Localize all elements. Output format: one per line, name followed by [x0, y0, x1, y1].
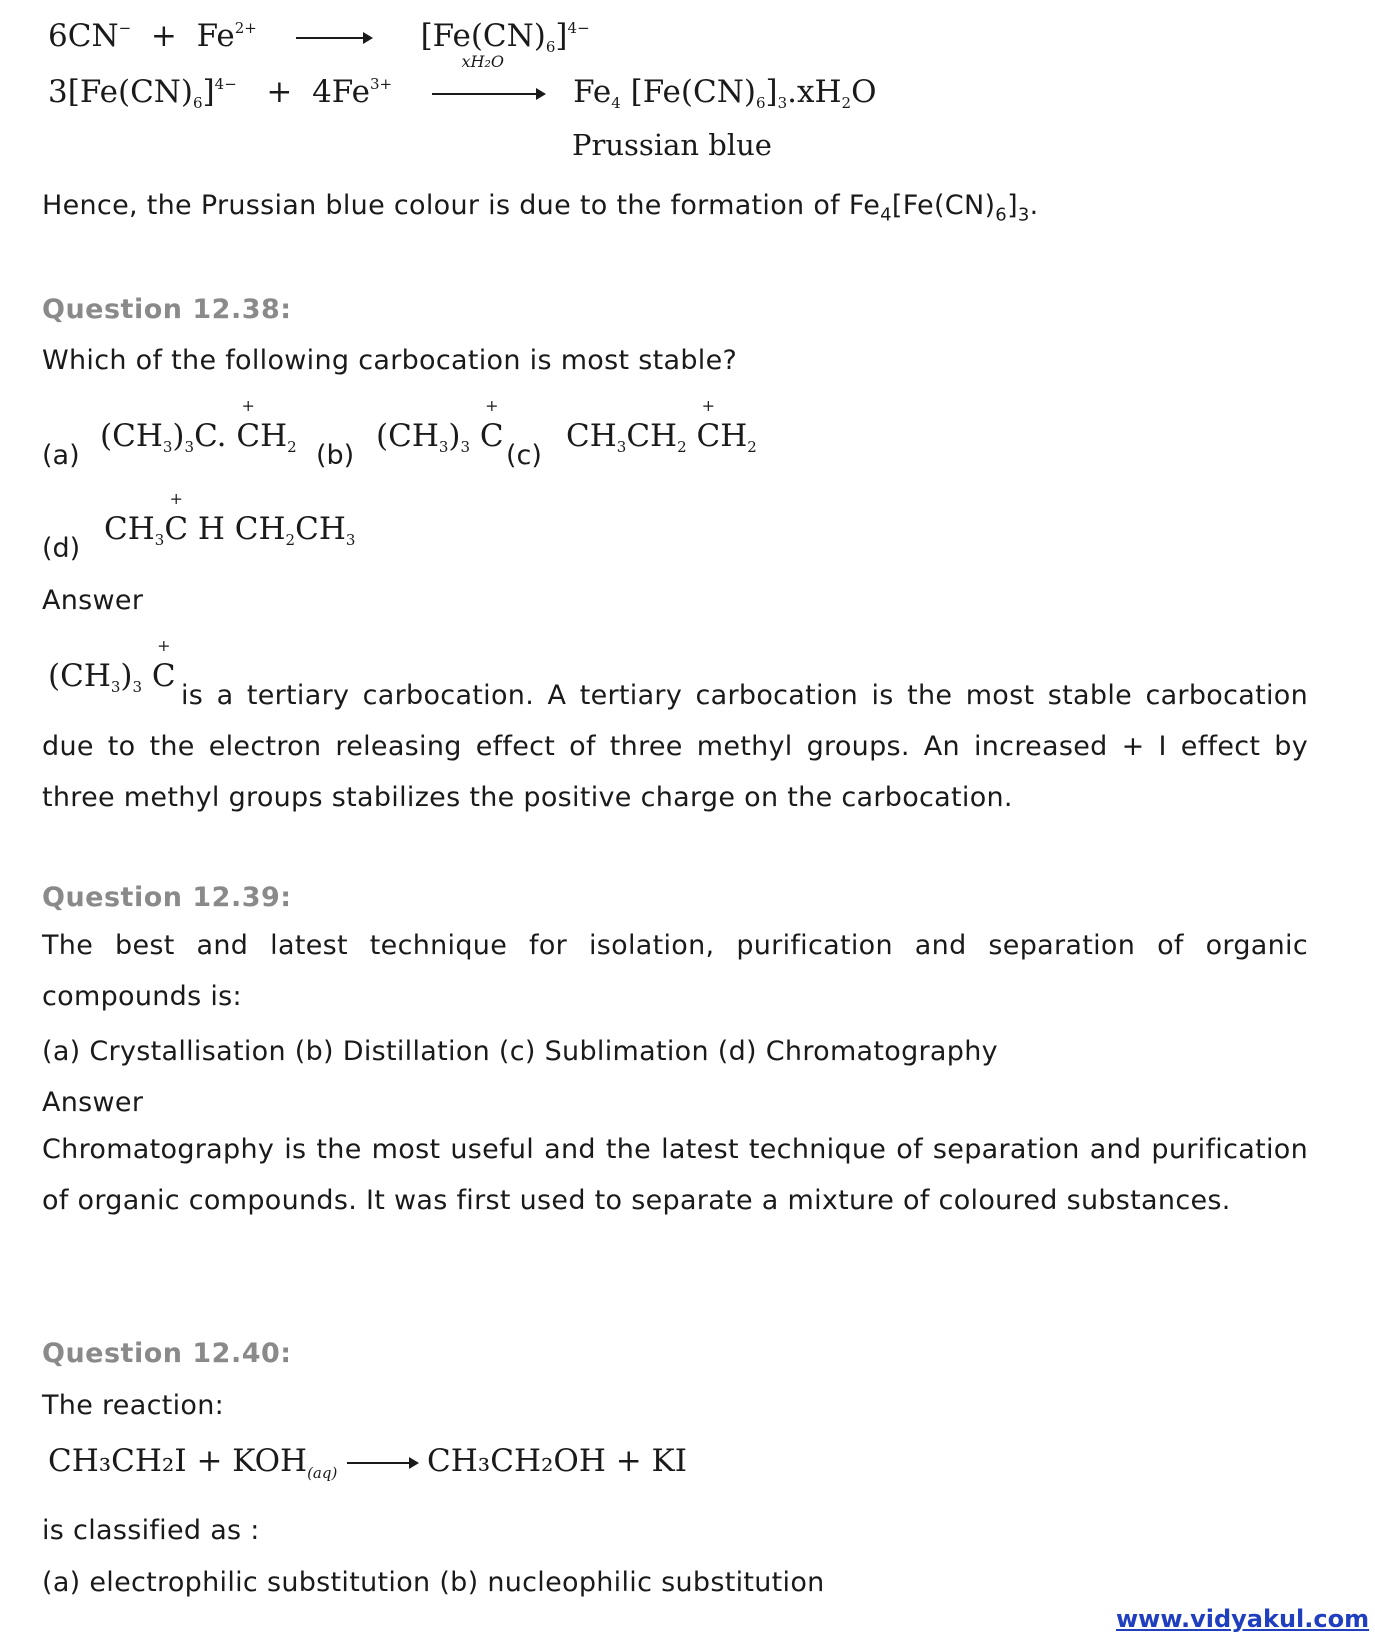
formula-option-a: $(CH_3)_3C$. + $CH_2$ [100, 418, 297, 456]
subscript: 2 [841, 94, 852, 112]
plus-sign: + [266, 74, 293, 110]
prussian-blue-conclusion [42, 190, 1039, 225]
answer-label: Answer [42, 585, 144, 616]
reactant-cyanide: 6CN [48, 18, 119, 54]
reaction-prussian-blue [48, 52, 877, 112]
reaction-substitution [48, 1443, 687, 1482]
reaction-arrow-icon [432, 93, 544, 95]
options-text: (a) electrophilic substitution (b) nucleophilic substitution [42, 1567, 825, 1598]
text: . [1029, 190, 1039, 221]
charge: − [118, 19, 132, 37]
answer-label: Answer [42, 1087, 144, 1118]
option-label-d: (d) [42, 533, 81, 564]
answer-text: is a tertiary carbocation. A tertiary carbocation is the most stable carbocation due to the electron releasing effect of three methyl groups. An increased + I effect by three methyl groups stabilizes the positive charge on the carbocation. [42, 680, 1308, 813]
question-heading: Question 12.38: [42, 294, 292, 325]
text: ] [1007, 190, 1018, 221]
arrow-with-condition [432, 52, 544, 110]
reaction-rhs: CH₃CH₂OH + KI [427, 1443, 687, 1479]
subscript: 6 [755, 94, 766, 112]
question-text: Which of the following carbocation is most stable? [42, 345, 738, 376]
question-text: The best and latest technique for isolation, purification and separation of organic compounds is: [42, 930, 1308, 1012]
option-label-a: (a) [42, 440, 80, 471]
charge: 4− [214, 75, 237, 93]
formula-option-d: $CH_3+ C$ H $CH_2CH_3$ [104, 511, 355, 549]
formula-option-c: $CH_3CH_2 + CH_2$ [566, 418, 757, 456]
reaction-lhs: CH₃CH₂I + KOH [48, 1443, 308, 1479]
subscript: 3 [777, 94, 788, 112]
bracket: ] [555, 18, 568, 54]
formula-answer: $(CH_3)_3 + C$ [48, 658, 176, 696]
formula-option-b: $(CH_3)_3 + C$ [376, 418, 504, 456]
bracket: ] [202, 74, 215, 110]
classified-text: is classified as : [42, 1515, 260, 1546]
text: [Fe(CN) [891, 190, 996, 221]
option-label-c: (c) [506, 440, 542, 471]
plus-sign: + [150, 18, 177, 54]
question-heading: Question 12.40: [42, 1338, 292, 1369]
reaction-arrow-icon [347, 1462, 417, 1464]
product-part: Fe [573, 74, 612, 110]
reactant-ferric: 4Fe [312, 74, 370, 110]
product-name-label: Prussian blue [572, 128, 772, 162]
subscript: 3 [1017, 204, 1030, 226]
aqueous-label: (aq) [307, 1464, 338, 1483]
question-intro: The reaction: [42, 1390, 225, 1421]
subscript: 6 [995, 204, 1008, 226]
subscript: 4 [880, 204, 892, 226]
text: Hence, the Prussian blue colour is due to the formation of Fe [42, 190, 881, 221]
option-label-b: (b) [316, 440, 355, 471]
subscript: 6 [193, 94, 203, 112]
reaction-ferrocyanide-formation [48, 18, 590, 56]
footer-website-link[interactable]: www.vidyakul.com [1116, 1605, 1370, 1633]
product-part: .xH [787, 74, 842, 110]
answer-text: Chromatography is the most useful and the latest technique of separation and purification of organic compounds. It was first used to separate a mixture of coloured substances. [42, 1134, 1308, 1216]
subscript: 6 [545, 38, 556, 56]
product-part: O [851, 74, 877, 110]
charge: 3+ [369, 75, 393, 93]
product-part: ] [765, 74, 778, 110]
charge: 4− [567, 19, 590, 37]
condition-label: xH₂O [461, 52, 505, 71]
question-heading: Question 12.39: [42, 882, 292, 913]
options-text: (a) Crystallisation (b) Distillation (c) Sublimation (d) Chromatography [42, 1036, 998, 1067]
reactant-iron: Fe [196, 18, 235, 54]
product-part: [Fe(CN) [630, 74, 756, 110]
reaction-arrow-icon [296, 37, 371, 39]
subscript: 4 [611, 94, 621, 112]
charge: 2+ [234, 19, 257, 37]
product-ferrocyanide: [Fe(CN) [420, 18, 546, 54]
reactant-ferrocyanide: 3[Fe(CN) [48, 74, 194, 110]
